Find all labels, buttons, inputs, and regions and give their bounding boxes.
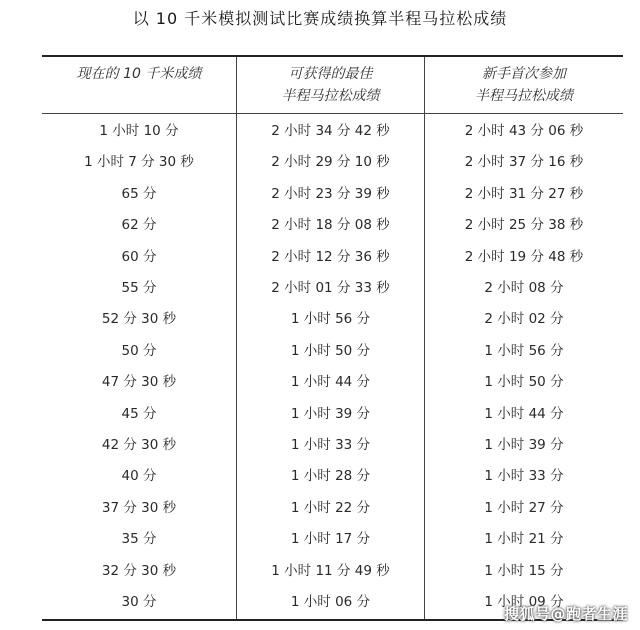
- cell-novice-half: 2 小时 19 分 48 秒: [464, 248, 584, 265]
- cell-current-10k: 37 分 30 秒: [101, 499, 177, 516]
- cell-novice-half: 1 小时 21 分: [484, 531, 564, 548]
- cell-best-half: 1 小时 06 分: [290, 594, 371, 610]
- table-row: [42, 179, 623, 210]
- cell-novice-half: 2 小时 31 分 27 秒: [464, 185, 584, 202]
- cell-current-10k: 60 分: [121, 248, 157, 265]
- cell-best-half: 2 小时 29 分 10 秒: [271, 154, 390, 171]
- cell-novice-half: 1 小时 33 分: [484, 468, 564, 485]
- table-row: [42, 367, 623, 398]
- cell-novice-half: 1 小时 44 分: [484, 405, 564, 422]
- cell-current-10k: 62 分: [121, 217, 157, 234]
- cell-novice-half: 2 小时 43 分 06 秒: [464, 123, 584, 139]
- cell-novice-half: 2 小时 25 分 38 秒: [464, 217, 584, 234]
- cell-current-10k: 47 分 30 秒: [101, 374, 177, 391]
- table-top-rule: [42, 55, 623, 57]
- table-row: [42, 242, 623, 273]
- cell-novice-half: 1 小时 39 分: [484, 437, 564, 453]
- cell-novice-half: 1 小时 56 分: [484, 342, 564, 359]
- cell-novice-half: 1 小时 09 分: [484, 594, 564, 610]
- column-header-best-half-marathon: [237, 63, 424, 107]
- cell-best-half: 1 小时 50 分: [290, 342, 371, 359]
- column-header-novice-half-marathon: [425, 63, 623, 107]
- cell-novice-half: 1 小时 27 分: [484, 499, 564, 516]
- cell-best-half: 1 小时 39 分: [290, 405, 371, 422]
- cell-best-half: 1 小时 22 分: [290, 499, 371, 516]
- cell-best-half: 1 小时 44 分: [290, 374, 371, 391]
- table-row: [42, 273, 623, 304]
- page-title: 以 10 千米模拟测试比赛成绩换算半程马拉松成绩: [132, 9, 508, 28]
- table-row: [42, 524, 623, 555]
- cell-current-10k: 50 分: [121, 342, 157, 359]
- cell-best-half: 1 小时 11 分 49 秒: [271, 562, 390, 579]
- cell-current-10k: 45 分: [121, 405, 157, 422]
- header-line: 现在的 10 千米成绩: [76, 66, 202, 82]
- cell-current-10k: 35 分: [121, 531, 157, 548]
- cell-best-half: 1 小时 33 分: [290, 437, 371, 453]
- table-row: [42, 304, 623, 335]
- cell-best-half: 1 小时 17 分: [290, 531, 371, 548]
- cell-novice-half: 2 小时 08 分: [484, 280, 564, 296]
- cell-current-10k: 1 小时 7 分 30 秒: [84, 154, 194, 171]
- cell-current-10k: 1 小时 10 分: [99, 123, 179, 139]
- table-row: [42, 556, 623, 587]
- table-row: [42, 210, 623, 241]
- cell-best-half: 1 小时 28 分: [290, 468, 371, 485]
- table-row: [42, 461, 623, 492]
- cell-novice-half: 2 小时 37 分 16 秒: [464, 154, 584, 171]
- watermark: 搜狐号@跑者生涯: [503, 605, 628, 623]
- cell-current-10k: 32 分 30 秒: [101, 562, 177, 579]
- pace-conversion-table: [42, 55, 623, 622]
- cell-current-10k: 30 分: [121, 594, 157, 610]
- column-header-current-10k: [42, 63, 236, 85]
- cell-best-half: 2 小时 34 分 42 秒: [271, 123, 390, 139]
- cell-best-half: 2 小时 18 分 08 秒: [271, 217, 390, 234]
- table-row: [42, 430, 623, 461]
- cell-novice-half: 2 小时 02 分: [484, 311, 564, 328]
- cell-novice-half: 1 小时 15 分: [484, 562, 564, 579]
- cell-best-half: 2 小时 12 分 36 秒: [271, 248, 390, 265]
- table-row: [42, 147, 623, 178]
- cell-current-10k: 40 分: [121, 468, 157, 485]
- table-row: [42, 493, 623, 524]
- cell-best-half: 2 小时 01 分 33 秒: [271, 280, 390, 296]
- cell-best-half: 1 小时 56 分: [290, 311, 371, 328]
- header-line: 可获得的最佳: [288, 66, 373, 82]
- cell-novice-half: 1 小时 50 分: [484, 374, 564, 391]
- cell-best-half: 2 小时 23 分 39 秒: [271, 185, 390, 202]
- header-line: 新手首次参加: [482, 66, 566, 82]
- table-row: [42, 399, 623, 430]
- table-row: [42, 116, 623, 147]
- cell-current-10k: 65 分: [121, 185, 157, 202]
- table-row: [42, 336, 623, 367]
- cell-current-10k: 52 分 30 秒: [101, 311, 177, 328]
- header-line: 半程马拉松成绩: [475, 88, 573, 104]
- header-line: 半程马拉松成绩: [281, 88, 380, 104]
- cell-current-10k: 55 分: [121, 280, 157, 296]
- table-header-rule: [42, 113, 623, 114]
- cell-current-10k: 42 分 30 秒: [101, 437, 177, 453]
